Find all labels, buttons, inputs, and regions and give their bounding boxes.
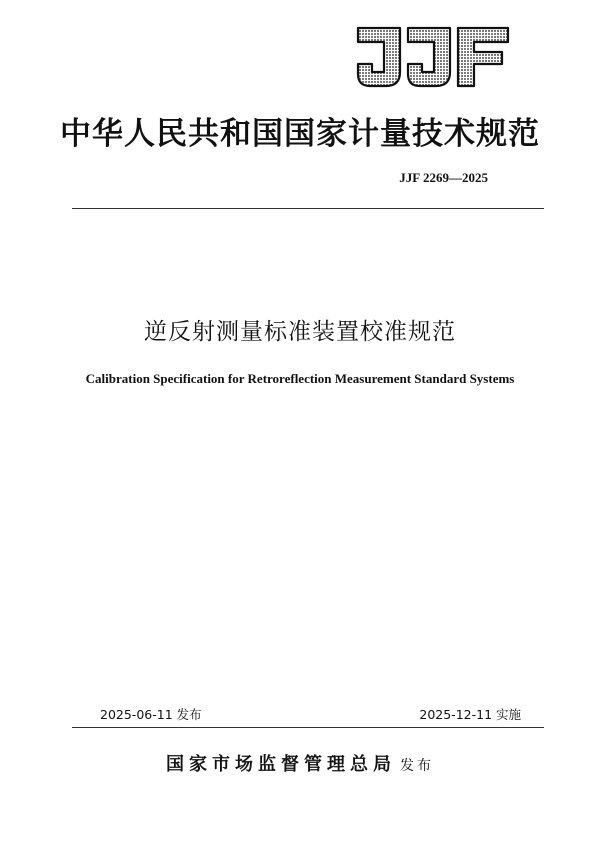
top-divider [72,208,544,209]
publisher [0,750,600,776]
document-title-cn: 逆反射测量标准装置校准规范 [144,319,456,345]
jjf-logo-icon [356,24,510,90]
publisher-action: 发布 [400,758,434,774]
implementation-date: 2025-12-11 实施 [419,707,521,722]
issue-date: 2025-06-11 发布 [100,707,202,722]
org-title: 中华人民共和国国家计量技术规范 [60,116,540,152]
bottom-divider [72,727,544,728]
standard-number: JJF 2269—2025 [399,170,488,185]
publisher-name: 国家市场监督管理总局 [166,754,396,775]
document-title-en: Calibration Specification for Retroreflection Measurement Standard Systems [85,371,515,386]
